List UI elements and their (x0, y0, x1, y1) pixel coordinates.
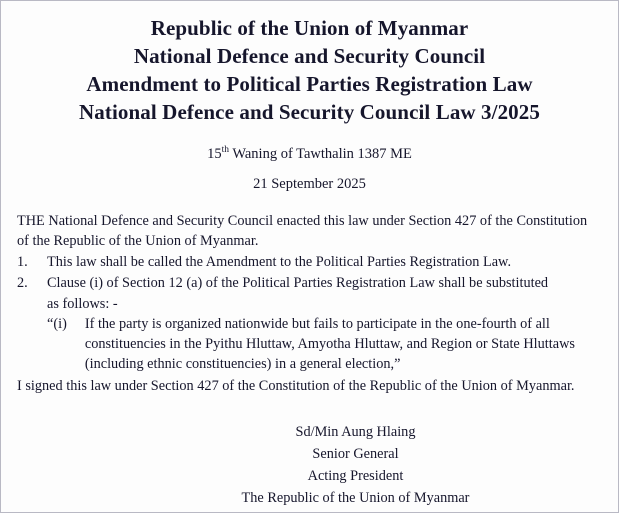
closing-paragraph: I signed this law under Section 427 of the Constitution of the Republic of the Union of Myanmar. (17, 378, 575, 395)
document-content (1, 1, 618, 510)
quote-line-2: constituencies in the Pyithu Hluttaw, Amyotha Hluttaw, and Region or State Hluttaws (84, 336, 575, 353)
preamble-paragraph: THE National Defence and Security Council enacted this law under Section 427 of the Constitution of the Republic of the Union of Myanmar. (17, 213, 588, 250)
clause-2-text-continued: as follows: - (47, 295, 118, 312)
clause-2-number: 2. (17, 274, 28, 291)
myanmar-date-rest: Waning of Tawthalin 1387 ME (228, 145, 412, 162)
clause-1 (17, 253, 602, 273)
quote-open-mark: “(i) (47, 316, 67, 333)
myanmar-date-day: 15 (207, 145, 222, 162)
clause-2 (17, 274, 602, 294)
gregorian-date: 21 September 2025 (253, 176, 366, 193)
signatory-position: Acting President (307, 468, 404, 485)
myanmar-date (17, 144, 602, 166)
quoted-clause (47, 315, 602, 375)
title-line-law-number: National Defence and Security Council Law 3/2025 (79, 99, 540, 124)
page-title: Republic of the Union of Myanmar (150, 16, 469, 40)
clause-1-text: This law shall be called the Amendment to the Political Parties Registration Law. (47, 253, 512, 270)
clause-1-number: 1. (17, 253, 28, 270)
signatory-rank: Senior General (312, 446, 399, 463)
signature-block (17, 421, 602, 510)
signatory-name: Sd/Min Aung Hlaing (295, 423, 416, 440)
date-block (17, 144, 602, 197)
document-body (17, 212, 602, 397)
title-line-amendment: Amendment to Political Parties Registration Law (86, 71, 533, 96)
title-line-council: National Defence and Security Council (133, 43, 486, 68)
signatory-state: The Republic of the Union of Myanmar (241, 490, 470, 507)
quote-line-3: (including ethnic constituencies) in a general election,” (84, 356, 401, 373)
document-title-block (17, 15, 602, 127)
myanmar-date-ordinal: th (221, 144, 229, 155)
quote-body (67, 315, 602, 375)
clause-2-text: Clause (i) of Section 12 (a) of the Political Parties Registration Law shall be substituted (47, 274, 549, 291)
quote-line-1: If the party is organized nationwide but fails to participate in the one-fourth of all (84, 316, 550, 333)
